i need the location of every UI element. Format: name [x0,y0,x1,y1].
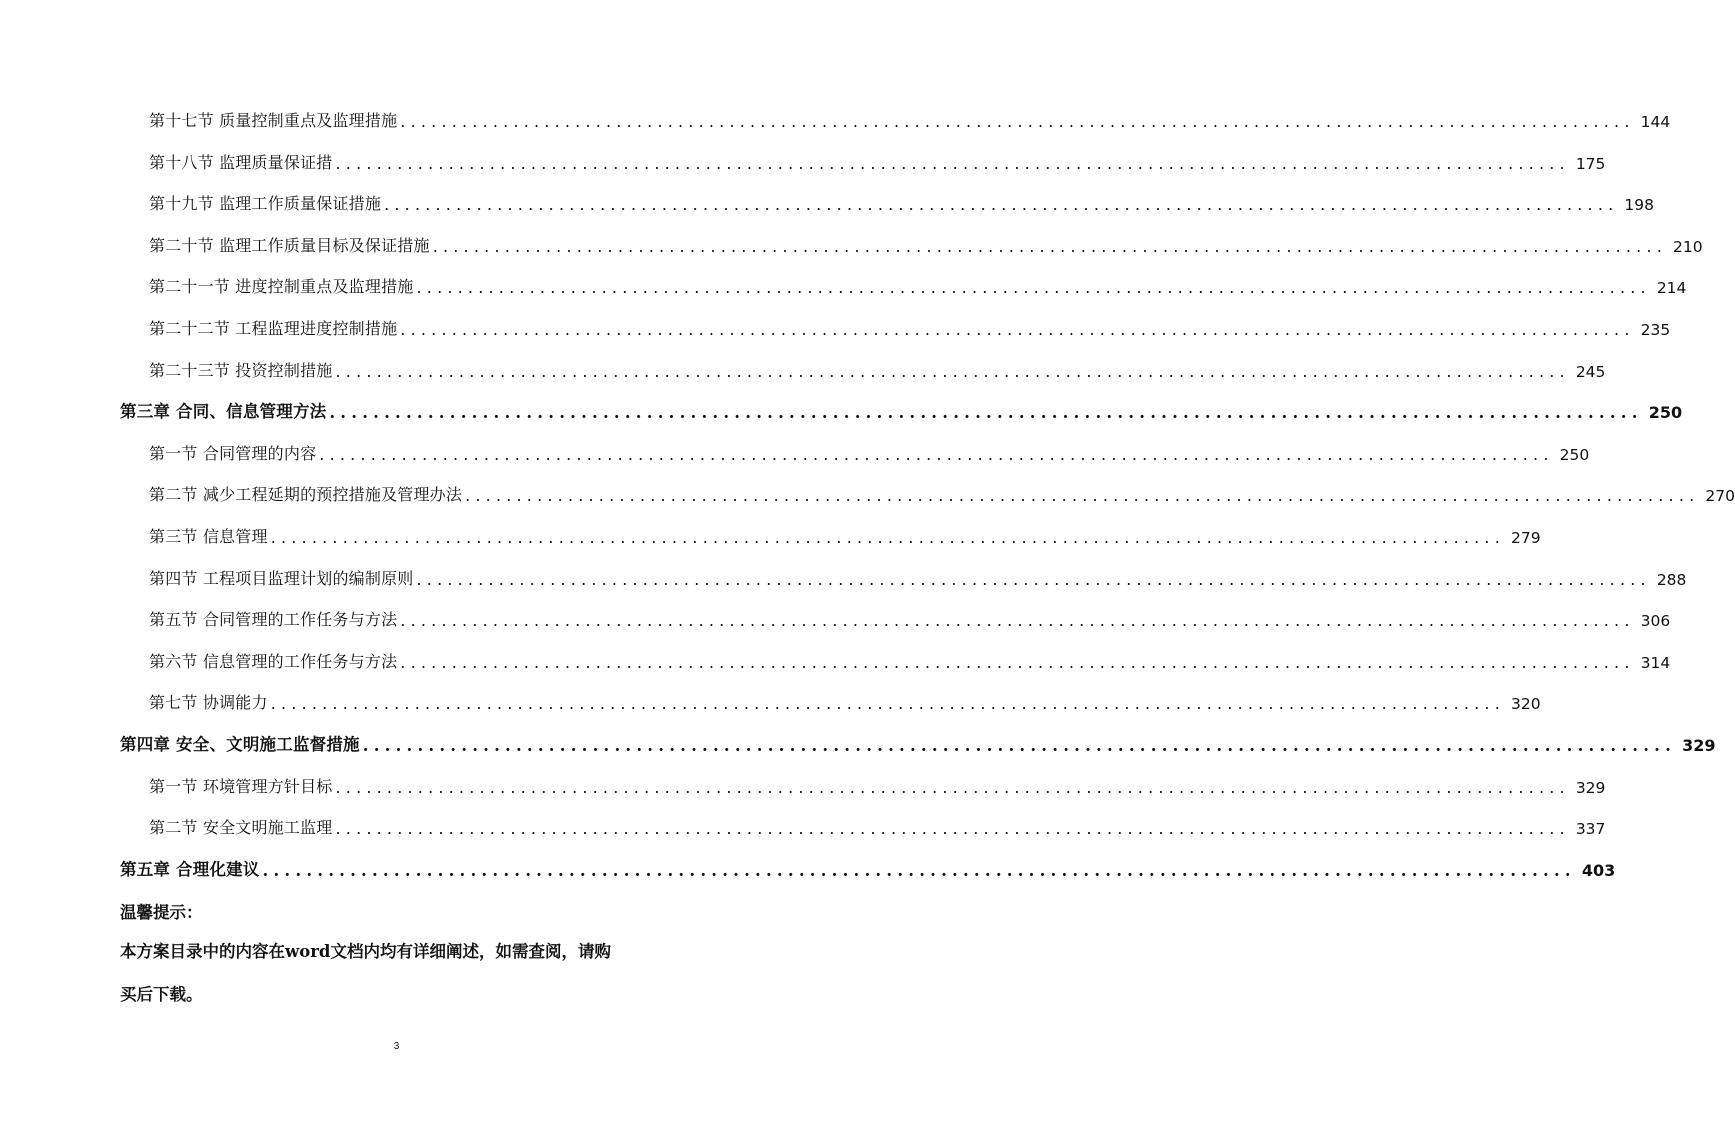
notice-title: 温馨提示： [120,903,203,922]
toc-entry-label: 第二节 减少工程延期的预控措施及管理办法 [149,485,463,505]
toc-entry-label: 第一节 环境管理方针目标 [149,776,333,796]
toc-dot-leader: ........................................................................................................................ [270,528,1505,547]
toc-dot-leader: ........................................................................................................................ [262,860,1576,880]
toc-entry-page: 288 [1656,570,1687,589]
toc-entry-label: 第一节 合同管理的内容 [149,443,317,463]
toc-chapter-entry[interactable] [120,852,1616,880]
toc-entry-page: 306 [1640,612,1671,631]
toc-entry-page: 320 [1511,695,1541,714]
page-number: 3 [393,1041,400,1052]
toc-entry-page: 337 [1575,820,1606,839]
toc-dot-leader: ........................................................................................................................ [335,153,1570,173]
toc-section-entry[interactable] [149,103,1671,131]
toc-section-entry[interactable] [149,477,1735,506]
toc-section-entry[interactable] [149,685,1541,714]
toc-entry-page: 175 [1575,154,1606,173]
toc-entry-label: 第三章 合同、信息管理方法 [120,402,327,422]
toc-entry-page: 329 [1575,778,1606,797]
toc-section-entry[interactable] [149,519,1541,547]
toc-section-entry[interactable] [149,145,1606,173]
toc-entry-label: 第六节 信息管理的工作任务与方法 [149,651,398,671]
toc-entry-page: 314 [1640,653,1671,672]
notice-line-2: 买后下载。 [120,985,203,1004]
toc-dot-leader: ........................................................................................................................ [335,777,1570,797]
toc-chapter-entry[interactable] [120,727,1716,755]
toc-section-entry[interactable] [149,644,1671,672]
toc-entry-label: 第五节 合同管理的工作任务与方法 [149,610,398,630]
toc-entry-page: 235 [1640,321,1671,339]
toc-section-entry[interactable] [149,436,1590,464]
toc-dot-leader: ........................................................................................................................ [384,195,1619,215]
toc-entry-label: 第十九节 监理工作质量保证措施 [149,194,382,214]
toc-entry-label: 第二节 安全文明施工监理 [149,818,333,838]
toc-entry-label: 第十八节 监理质量保证措 [149,152,333,172]
toc-dot-leader: ........................................................................................................................ [416,278,1651,298]
toc-entry-label: 第二十二节 工程监理进度控制措施 [149,319,398,338]
toc-section-entry[interactable] [149,769,1606,797]
toc-entry-page: 270 [1705,487,1735,506]
toc-dot-leader: ........................................................................................................................ [465,486,1700,506]
toc-entry-page: 250 [1559,445,1590,464]
toc-section-entry[interactable] [149,186,1654,215]
toc-entry-page: 250 [1648,403,1683,423]
toc-section-entry[interactable] [149,353,1606,381]
toc-entry-label: 第五章 合理化建议 [120,859,260,879]
toc-entry-label: 第四章 安全、文明施工监督措施 [120,735,360,754]
toc-dot-leader: ........................................................................................................................ [400,112,1635,131]
toc-section-entry[interactable] [149,311,1671,339]
toc-section-entry[interactable] [149,602,1671,631]
toc-entry-page: 403 [1581,860,1616,880]
toc-dot-leader: ........................................................................................................................ [416,569,1651,589]
toc-dot-leader: ........................................................................................................................ [400,652,1635,672]
toc-dot-leader: ........................................................................................................................ [432,236,1667,256]
toc-section-entry[interactable] [149,810,1606,839]
toc-entry-page: 198 [1624,196,1654,215]
notice-line-1: 本方案目录中的内容在word文档内均有详细阐述，如需查阅，请购 [120,942,611,961]
toc-entry-label: 第二十三节 投资控制措施 [149,360,333,380]
toc-entry-page: 329 [1682,736,1716,755]
toc-section-entry[interactable] [149,228,1703,256]
toc-entry-page: 210 [1673,237,1703,256]
toc-entry-page: 214 [1656,279,1687,298]
toc-section-entry[interactable] [149,561,1687,589]
toc-entry-label: 第二十一节 进度控制重点及监理措施 [149,277,414,297]
toc-chapter-entry[interactable] [120,394,1683,423]
toc-dot-leader: ........................................................................................................................ [329,403,1643,423]
toc-entry-label: 第二十节 监理工作质量目标及保证措施 [149,235,430,255]
toc-entry-label: 第四节 工程项目监理计划的编制原则 [149,568,414,588]
toc-dot-leader: ........................................................................................................................ [400,320,1635,339]
toc-entry-label: 第三节 信息管理 [149,527,268,546]
toc-dot-leader: ........................................................................................................................ [362,736,1677,755]
toc-entry-label: 第七节 协调能力 [149,693,268,713]
toc-dot-leader: ........................................................................................................................ [335,361,1570,381]
toc-dot-leader: ........................................................................................................................ [400,611,1635,631]
toc-entry-page: 144 [1640,113,1671,131]
toc-dot-leader: ........................................................................................................................ [335,819,1570,839]
toc-entry-page: 279 [1511,529,1541,547]
toc-dot-leader: ........................................................................................................................ [270,694,1505,714]
toc-entry-label: 第十七节 质量控制重点及监理措施 [149,111,398,130]
toc-dot-leader: ........................................................................................................................ [319,444,1554,464]
toc-section-entry[interactable] [149,269,1687,298]
toc-entry-page: 245 [1575,362,1606,381]
